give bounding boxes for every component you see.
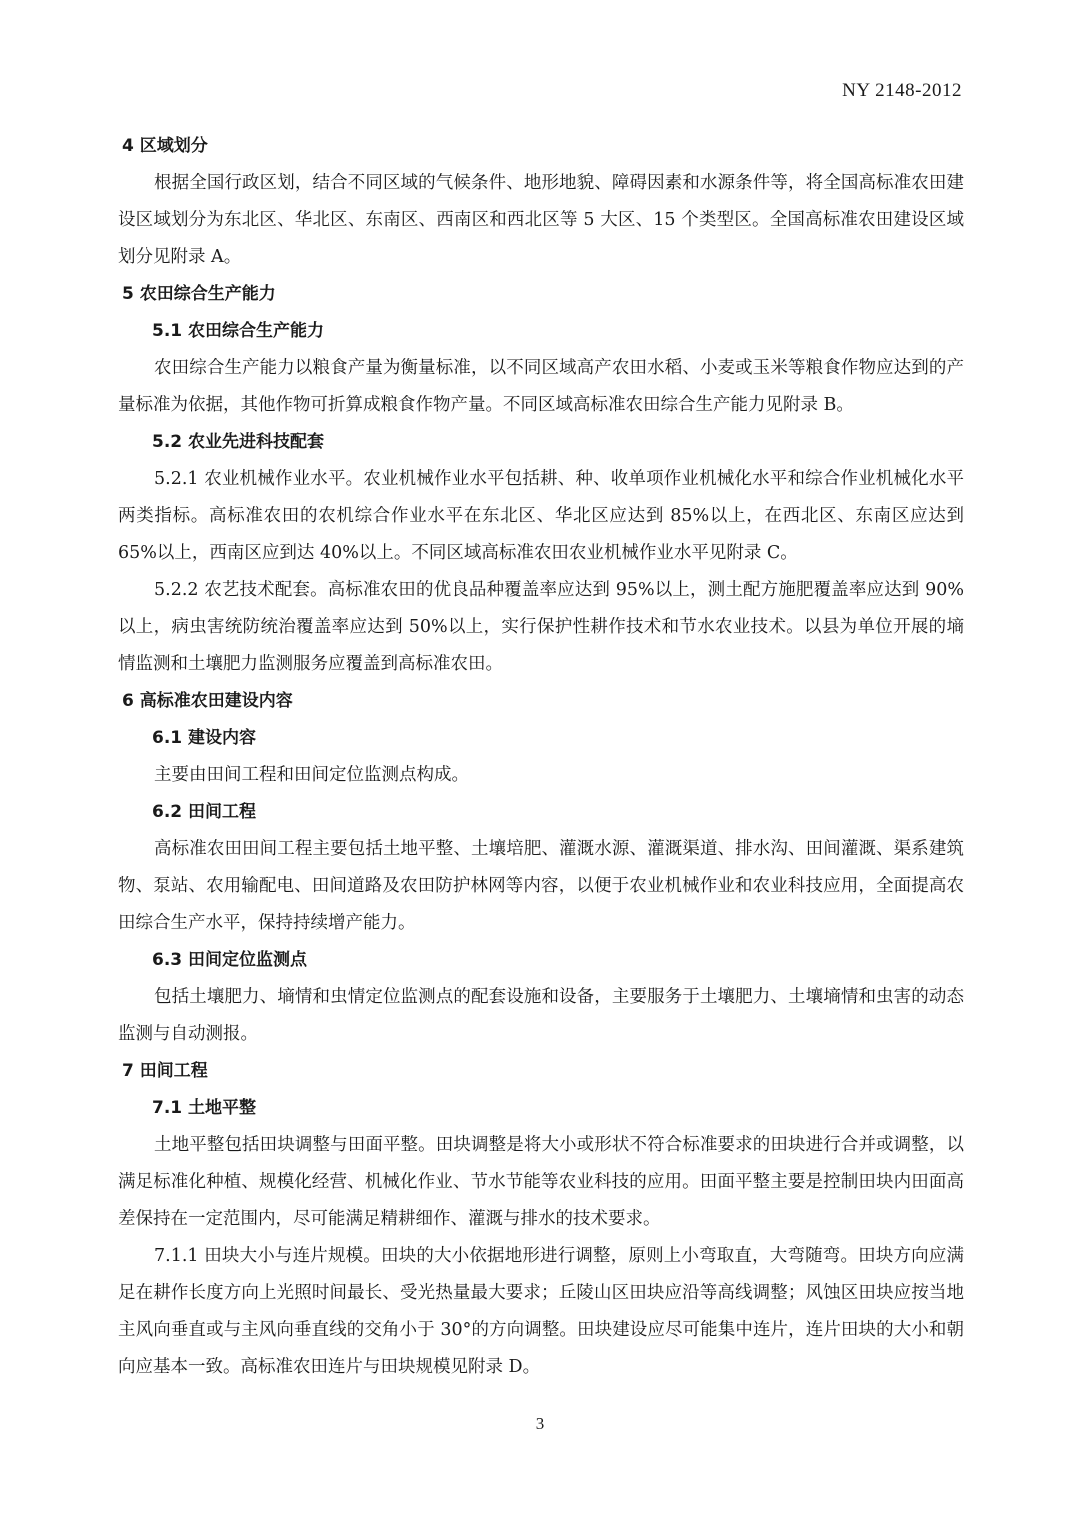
section-5-2-2-paragraph: 5.2.2 农艺技术配套。高标准农田的优良品种覆盖率应达到 95%以上，测土配方施肥覆盖率应达到 90%以上，病虫害统防统治覆盖率应达到 50%以上，实行保护性耕作技术和节水农业技术。以县为单位开展的墒情监测和土壤肥力监测服务应覆盖到高标准农田。 bbox=[118, 580, 964, 674]
section-6-3-paragraph: 包括土壤肥力、墒情和虫情定位监测点的配套设施和设备，主要服务于土壤肥力、土壤墒情和虫害的动态监测与自动测报。 bbox=[118, 987, 964, 1044]
section-5-1-paragraph: 农田综合生产能力以粮食产量为衡量标准，以不同区域高产农田水稻、小麦或玉米等粮食作物应达到的产量标准为依据，其他作物可折算成粮食作物产量。不同区域高标准农田综合生产能力见附录 B。 bbox=[118, 358, 964, 415]
section-6-2-paragraph: 高标准农田田间工程主要包括土地平整、土壤培肥、灌溉水源、灌溉渠道、排水沟、田间灌溉、渠系建筑物、泵站、农用输配电、田间道路及农田防护林网等内容，以便于农业机械作业和农业科技应用，全面提高农田综合生产水平，保持持续增产能力。 bbox=[118, 839, 964, 933]
section-5-1-heading: 5.1 农田综合生产能力 bbox=[152, 321, 325, 341]
section-5-heading: 5 农田综合生产能力 bbox=[122, 284, 276, 304]
section-4-paragraph: 根据全国行政区划，结合不同区域的气候条件、地形地貌、障碍因素和水源条件等，将全国高标准农田建设区域划分为东北区、华北区、东南区、西南区和西北区等 5 大区、15 个类型区。全国高标准农田建设区域划分见附录 A。 bbox=[118, 173, 964, 267]
page-number: 3 bbox=[535, 1414, 545, 1433]
section-5-2-1-paragraph: 5.2.1 农业机械作业水平。农业机械作业水平包括耕、种、收单项作业机械化水平和综合作业机械化水平两类指标。高标准农田的农机综合作业水平在东北区、华北区应达到 85%以上，在西北区、东南区应达到 65%以上，西南区应到达 40%以上。不同区域高标准农田农业机械作业水平见附录 C。 bbox=[118, 469, 964, 563]
section-7-1-heading: 7.1 土地平整 bbox=[152, 1098, 257, 1118]
section-7-1-1-paragraph: 7.1.1 田块大小与连片规模。田块的大小依据地形进行调整，原则上小弯取直，大弯随弯。田块方向应满足在耕作长度方向上光照时间最长、受光热量最大要求；丘陵山区田块应沿等高线调整；风蚀区田块应按当地主风向垂直或与主风向垂直线的交角小于 30°的方向调整。田块建设应尽可能集中连片，连片田块的大小和朝向应基本一致。高标准农田连片与田块规模见附录 D。 bbox=[118, 1246, 964, 1377]
section-5-2-heading: 5.2 农业先进科技配套 bbox=[152, 432, 325, 452]
document-code: NY 2148-2012 bbox=[842, 80, 962, 101]
section-7-1-paragraph: 土地平整包括田块调整与田面平整。田块调整是将大小或形状不符合标准要求的田块进行合并或调整，以满足标准化种植、规模化经营、机械化作业、节水节能等农业科技的应用。田面平整主要是控制田块内田面高差保持在一定范围内，尽可能满足精耕细作、灌溉与排水的技术要求。 bbox=[118, 1135, 964, 1229]
section-4-heading: 4 区域划分 bbox=[122, 136, 208, 156]
section-6-3-heading: 6.3 田间定位监测点 bbox=[152, 950, 308, 970]
section-6-2-heading: 6.2 田间工程 bbox=[152, 802, 257, 822]
document-body bbox=[118, 128, 964, 1386]
section-7-heading: 7 田间工程 bbox=[122, 1061, 208, 1081]
section-6-1-heading: 6.1 建设内容 bbox=[152, 728, 257, 748]
section-6-1-paragraph: 主要由田间工程和田间定位监测点构成。 bbox=[154, 765, 469, 785]
section-6-heading: 6 高标准农田建设内容 bbox=[122, 691, 293, 711]
